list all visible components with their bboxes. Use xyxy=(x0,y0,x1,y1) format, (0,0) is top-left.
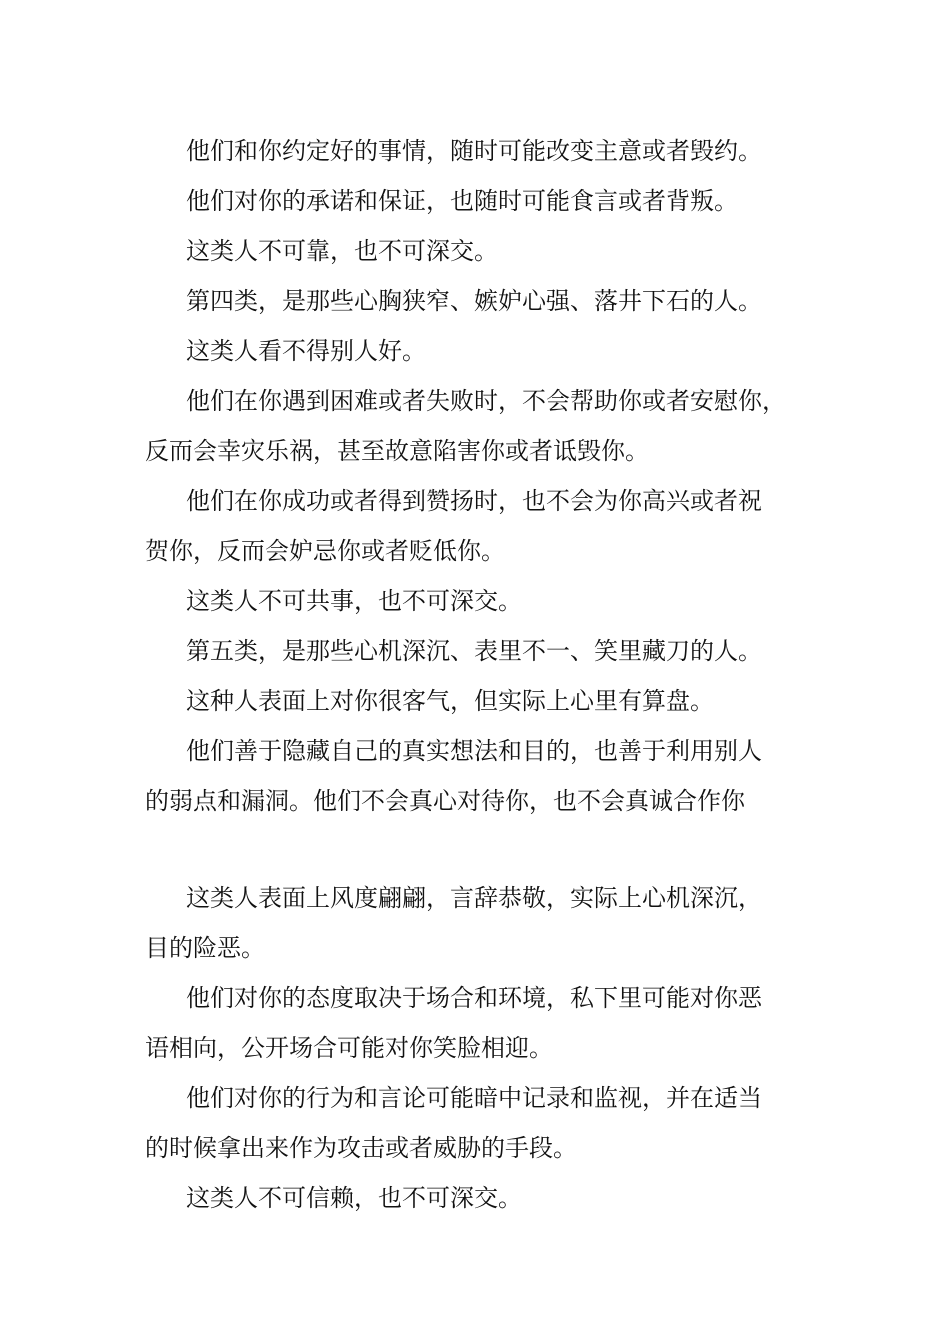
text-line: 这类人看不得别人好。 xyxy=(186,337,426,365)
text-line: 他们在你遇到困难或者失败时，不会帮助你或者安慰你， xyxy=(186,387,786,415)
text-line: 他们和你约定好的事情，随时可能改变主意或者毁约。 xyxy=(186,137,762,165)
text-line: 这种人表面上对你很客气，但实际上心里有算盘。 xyxy=(186,687,714,715)
text-line: 语相向，公开场合可能对你笑脸相迎。 xyxy=(145,1034,553,1062)
text-line: 他们对你的行为和言论可能暗中记录和监视，并在适当 xyxy=(186,1084,762,1112)
text-line: 他们对你的承诺和保证，也随时可能食言或者背叛。 xyxy=(186,187,738,215)
text-line: 第四类，是那些心胸狭窄、嫉妒心强、落井下石的人。 xyxy=(186,287,762,315)
text-line: 这类人不可靠，也不可深交。 xyxy=(186,237,498,265)
text-line: 贺你，反而会妒忌你或者贬低你。 xyxy=(145,537,505,565)
text-line: 这类人不可共事，也不可深交。 xyxy=(186,587,522,615)
text-line: 这类人不可信赖，也不可深交。 xyxy=(186,1184,522,1212)
text-line: 反而会幸灾乐祸，甚至故意陷害你或者诋毁你。 xyxy=(145,437,649,465)
text-line: 他们对你的态度取决于场合和环境，私下里可能对你恶 xyxy=(186,984,762,1012)
text-line: 他们在你成功或者得到赞扬时，也不会为你高兴或者祝 xyxy=(186,487,762,515)
text-line: 的弱点和漏洞。他们不会真心对待你，也不会真诚合作你 xyxy=(145,787,745,815)
text-line: 第五类，是那些心机深沉、表里不一、笑里藏刀的人。 xyxy=(186,637,762,665)
text-line: 这类人表面上风度翩翩，言辞恭敬，实际上心机深沉， xyxy=(186,884,762,912)
text-line: 目的险恶。 xyxy=(145,934,265,962)
text-line: 的时候拿出来作为攻击或者威胁的手段。 xyxy=(145,1134,577,1162)
text-line: 他们善于隐藏自己的真实想法和目的，也善于利用别人 xyxy=(186,737,762,765)
